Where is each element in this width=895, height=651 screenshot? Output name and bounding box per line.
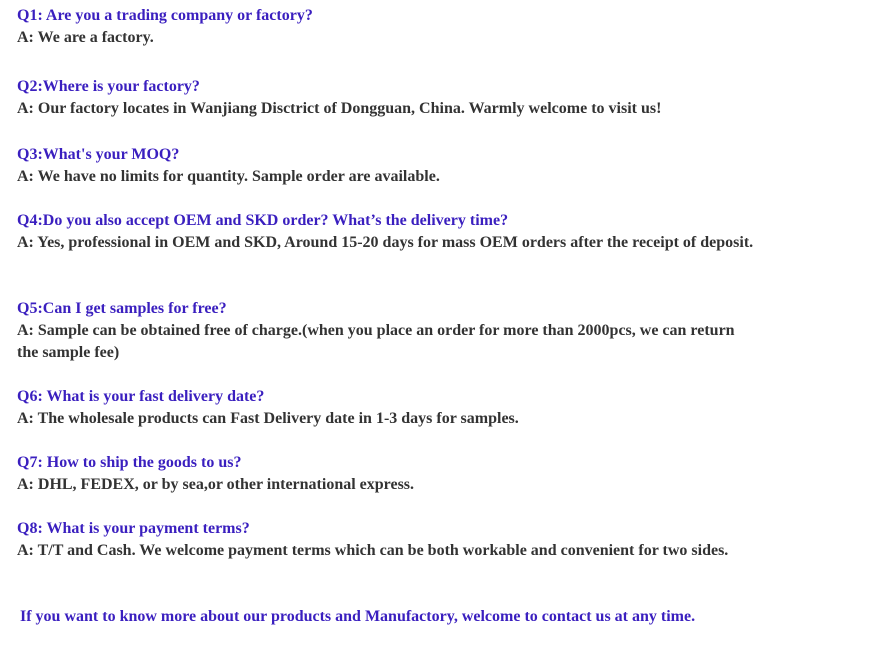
faq-question: Q8: What is your payment terms? — [17, 520, 250, 537]
faq-question: Q5:Can I get samples for free? — [17, 300, 227, 317]
faq-answer: A: We are a factory. — [17, 29, 154, 46]
faq-answer: A: Yes, professional in OEM and SKD, Around 15-20 days for mass OEM orders after the receipt of deposit. — [17, 234, 754, 251]
faq-item-q6 — [17, 386, 757, 452]
faq-item-q1 — [17, 5, 757, 76]
faq-question: Q7: How to ship the goods to us? — [17, 454, 242, 471]
faq-question: Q6: What is your fast delivery date? — [17, 388, 265, 405]
faq-item-q2 — [17, 76, 757, 144]
closing-message: If you want to know more about our products and Manufactory, welcome to contact us at any time. — [20, 608, 696, 625]
faq-section — [17, 5, 757, 628]
faq-answer: A: The wholesale products can Fast Delivery date in 1-3 days for samples. — [17, 410, 519, 427]
faq-question: Q4:Do you also accept OEM and SKD order? What’s the delivery time? — [17, 212, 509, 229]
faq-answer: A: Sample can be obtained free of charge.(when you place an order for more than 2000pcs, we can return the sample fee) — [17, 322, 735, 361]
faq-item-q5 — [17, 298, 757, 386]
faq-item-q8 — [17, 518, 757, 606]
faq-question: Q3:What's your MOQ? — [17, 146, 180, 163]
faq-question: Q1: Are you a trading company or factory? — [17, 7, 313, 24]
faq-answer: A: DHL, FEDEX, or by sea,or other international express. — [17, 476, 415, 493]
faq-answer: A: Our factory locates in Wanjiang Disctrict of Dongguan, China. Warmly welcome to visit us! — [17, 100, 662, 117]
faq-item-q3 — [17, 144, 757, 210]
faq-item-q7 — [17, 452, 757, 518]
faq-question: Q2:Where is your factory? — [17, 78, 200, 95]
faq-answer: A: We have no limits for quantity. Sample order are available. — [17, 168, 440, 185]
faq-item-q4 — [17, 210, 757, 298]
faq-answer: A: T/T and Cash. We welcome payment terms which can be both workable and convenient for two sides. — [17, 542, 729, 559]
